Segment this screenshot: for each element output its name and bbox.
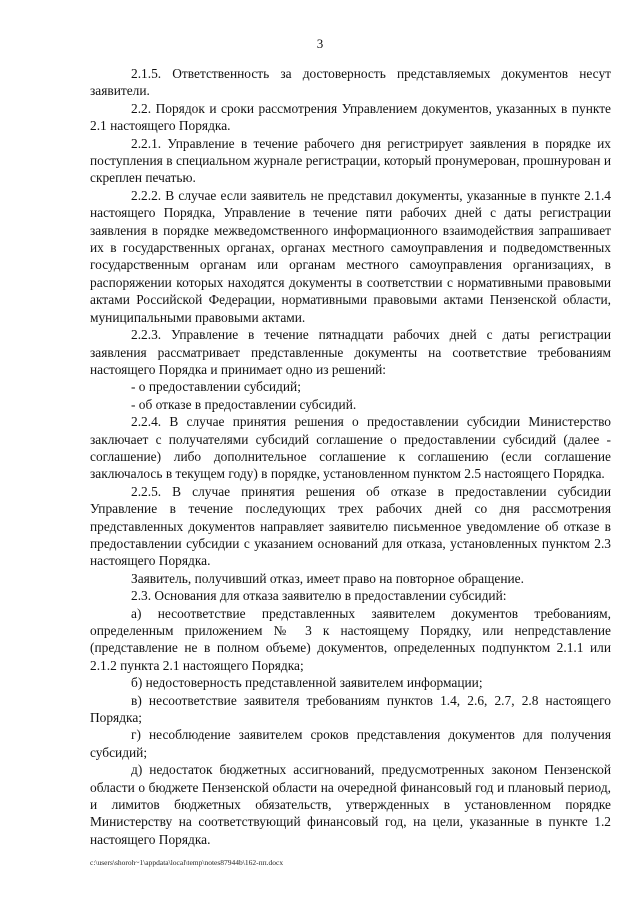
footer-file-path: c:\users\shoroh~1\appdata\local\temp\notes87944b\162-пп.docx	[90, 858, 284, 867]
paragraph: 2.2. Порядок и сроки рассмотрения Управлением документов, указанных в пункте 2.1 настоящего Порядка.	[90, 100, 611, 134]
list-item: в) несоответствие заявителя требованиям пунктов 1.4, 2.6, 2.7, 2.8 настоящего Порядка;	[90, 692, 611, 726]
paragraph: Заявитель, получивший отказ, имеет право на повторное обращение.	[131, 570, 524, 586]
page-number: 3	[316, 36, 324, 51]
paragraph: 2.2.3. Управление в течение пятнадцати рабочих дней с даты регистрации заявления рассматривает представленные документы на соответствие требованиям настоящего Порядка и принимает одно из решений:	[90, 327, 611, 377]
list-item: - о предоставлении субсидий;	[131, 379, 301, 395]
paragraph: 2.3. Основания для отказа заявителю в предоставлении субсидий:	[131, 588, 507, 604]
list-item: - об отказе в предоставлении субсидий.	[131, 396, 357, 412]
paragraph: 2.2.1. Управление в течение рабочего дня регистрирует заявления в порядке их поступления в специальном журнале регистрации, который пронумерован, прошнурован и скреплен печатью.	[90, 135, 611, 186]
document-body	[90, 65, 611, 848]
paragraph: 2.1.5. Ответственность за достоверность представляемых документов несут заявители.	[90, 66, 611, 99]
list-item: д) недостаток бюджетных ассигнований, предусмотренных законом Пензенской области о бюджете Пензенской области на очередной финансовый год и плановый период, и лимитов бюджетных обязательств, утвержденных в установленном порядке Министерству на соответствующий финансовый год, на цели, указанные в пункте 1.2 настоящего Порядка.	[90, 762, 611, 847]
paragraph: 2.2.5. В случае принятия решения об отказе в предоставлении субсидии Управление в течение последующих трех рабочих дней со дня рассмотрения представленных документов направляет заявителю письменное уведомление об отказе в предоставлении субсидии с указанием оснований для отказа, установленных пунктом 2.3 настоящего Порядка.	[90, 483, 611, 569]
list-item: б) недостоверность представленной заявителем информации;	[131, 675, 483, 691]
paragraph: 2.2.4. В случае принятия решения о предоставлении субсидии Министерство заключает с получателями субсидий соглашение о предоставлении субсидий (далее - соглашение) либо дополнительное соглашение к соглашению (если соглашение заключалось в текущем году) в порядке, установленном пунктом 2.5 настоящего Порядка.	[90, 414, 611, 482]
list-item: г) несоблюдение заявителем сроков представления документов для получения субсидий;	[90, 727, 611, 760]
paragraph: 2.2.2. В случае если заявитель не представил документы, указанные в пункте 2.1.4 настоящего Порядка, Управление в течение пяти рабочих дней с даты регистрации заявления в порядке межведомственного информационного взаимодействия запрашивает их в государственных органах, органах местного самоуправления и подведомственных государственным органам или органам местного самоуправления организациях, в распоряжении которых находятся документы в соответствии с нормативными правовыми актами Российской Федерации, нормативными правовыми актами Пензенской области, муниципальными правовыми актами.	[90, 187, 611, 325]
list-item: а) несоответствие представленных заявителем документов требованиям, определенным приложением № 3 к настоящему Порядку, или непредставление (представление не в полном объеме) документов, определенных подпунктом 2.1.1 или 2.1.2 пункта 2.1 настоящего Порядка;	[90, 605, 611, 673]
